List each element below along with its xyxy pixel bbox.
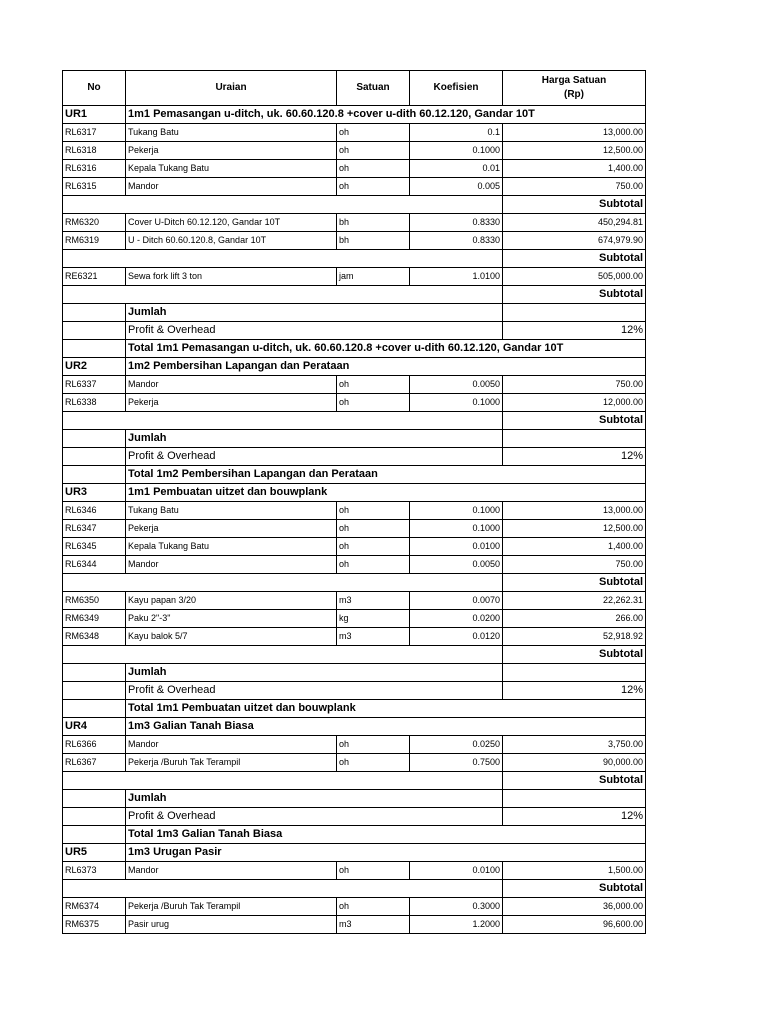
item-description: Kepala Tukang Batu — [126, 160, 337, 178]
item-unit: jam — [337, 268, 410, 286]
profit-code-cell — [63, 448, 126, 466]
table-row — [63, 520, 646, 538]
table-row — [63, 142, 646, 160]
item-code: RL6338 — [63, 394, 126, 412]
total-label: Total 1m3 Galian Tanah Biasa — [126, 826, 646, 844]
section-title: 1m1 Pemasangan u-ditch, uk. 60.60.120.8 +cover u-dith 60.12.120, Gandar 10T — [126, 106, 646, 124]
subtotal-spacer — [63, 880, 503, 898]
item-unit-price: 36,000.00 — [503, 898, 646, 916]
profit-overhead-label: Profit & Overhead — [126, 808, 503, 826]
item-unit-price: 13,000.00 — [503, 124, 646, 142]
header-row — [63, 71, 646, 106]
subtotal-row — [63, 286, 646, 304]
subtotal-label: Subtotal — [503, 772, 646, 790]
profit-code-cell — [63, 682, 126, 700]
header-harga-line1: Harga Satuan — [541, 75, 607, 86]
item-code: RL6315 — [63, 178, 126, 196]
item-unit: oh — [337, 124, 410, 142]
item-unit: oh — [337, 556, 410, 574]
profit-overhead-row — [63, 682, 646, 700]
header-harga-satuan — [503, 71, 646, 106]
item-description: Cover U-Ditch 60.12.120, Gandar 10T — [126, 214, 337, 232]
item-unit: oh — [337, 160, 410, 178]
item-code: RM6348 — [63, 628, 126, 646]
table-row — [63, 862, 646, 880]
item-unit-price: 3,750.00 — [503, 736, 646, 754]
item-code: RM6319 — [63, 232, 126, 250]
item-unit-price: 1,500.00 — [503, 862, 646, 880]
section-title: 1m3 Galian Tanah Biasa — [126, 718, 646, 736]
item-coefficient: 0.01 — [410, 160, 503, 178]
subtotal-row — [63, 412, 646, 430]
item-description: Mandor — [126, 736, 337, 754]
table-row — [63, 502, 646, 520]
table-row — [63, 268, 646, 286]
section-header-row — [63, 718, 646, 736]
item-coefficient: 0.8330 — [410, 214, 503, 232]
item-description: Pekerja — [126, 394, 337, 412]
subtotal-spacer — [63, 646, 503, 664]
item-unit: oh — [337, 394, 410, 412]
item-coefficient: 1.0100 — [410, 268, 503, 286]
item-unit-price: 1,400.00 — [503, 538, 646, 556]
item-unit-price: 96,600.00 — [503, 916, 646, 934]
item-code: RM6350 — [63, 592, 126, 610]
item-description: Kepala Tukang Batu — [126, 538, 337, 556]
item-unit-price: 90,000.00 — [503, 754, 646, 772]
total-label: Total 1m1 Pemasangan u-ditch, uk. 60.60.120.8 +cover u-dith 60.12.120, Gandar 10T — [126, 340, 646, 358]
profit-overhead-row — [63, 322, 646, 340]
table-row — [63, 898, 646, 916]
item-unit-price: 22,262.31 — [503, 592, 646, 610]
profit-overhead-percent: 12% — [503, 448, 646, 466]
item-unit: oh — [337, 862, 410, 880]
item-code: RL6347 — [63, 520, 126, 538]
item-description: Pekerja /Buruh Tak Terampil — [126, 898, 337, 916]
item-coefficient: 0.3000 — [410, 898, 503, 916]
item-description: Mandor — [126, 376, 337, 394]
item-description: Kayu papan 3/20 — [126, 592, 337, 610]
table-row — [63, 232, 646, 250]
item-unit: oh — [337, 538, 410, 556]
item-coefficient: 0.1000 — [410, 502, 503, 520]
total-label: Total 1m1 Pembuatan uitzet dan bouwplank — [126, 700, 646, 718]
analysis-sheet — [62, 70, 645, 934]
section-code: UR4 — [63, 718, 126, 736]
item-unit-price: 12,500.00 — [503, 142, 646, 160]
item-code: RL6366 — [63, 736, 126, 754]
item-description: Mandor — [126, 556, 337, 574]
item-code: RL6345 — [63, 538, 126, 556]
item-code: RL6344 — [63, 556, 126, 574]
item-unit-price: 674,979.90 — [503, 232, 646, 250]
section-header-row — [63, 484, 646, 502]
item-unit-price: 266.00 — [503, 610, 646, 628]
table-row — [63, 214, 646, 232]
table-row — [63, 538, 646, 556]
item-unit-price: 52,918.92 — [503, 628, 646, 646]
item-coefficient: 0.0120 — [410, 628, 503, 646]
total-code-cell — [63, 700, 126, 718]
profit-overhead-percent: 12% — [503, 322, 646, 340]
profit-code-cell — [63, 322, 126, 340]
profit-overhead-row — [63, 808, 646, 826]
item-coefficient: 0.0100 — [410, 538, 503, 556]
jumlah-label: Jumlah — [126, 664, 503, 682]
total-code-cell — [63, 340, 126, 358]
item-description: Mandor — [126, 178, 337, 196]
item-unit: bh — [337, 214, 410, 232]
profit-overhead-label: Profit & Overhead — [126, 682, 503, 700]
item-code: RL6318 — [63, 142, 126, 160]
item-coefficient: 0.1000 — [410, 520, 503, 538]
section-title: 1m1 Pembuatan uitzet dan bouwplank — [126, 484, 646, 502]
table-row — [63, 754, 646, 772]
subtotal-spacer — [63, 772, 503, 790]
item-coefficient: 0.0100 — [410, 862, 503, 880]
item-code: RM6374 — [63, 898, 126, 916]
table-row — [63, 610, 646, 628]
jumlah-row — [63, 430, 646, 448]
jumlah-value — [503, 304, 646, 322]
item-unit: oh — [337, 520, 410, 538]
subtotal-spacer — [63, 286, 503, 304]
section-title: 1m2 Pembersihan Lapangan dan Perataan — [126, 358, 646, 376]
item-description: Paku 2"-3" — [126, 610, 337, 628]
jumlah-label: Jumlah — [126, 304, 503, 322]
subtotal-label: Subtotal — [503, 646, 646, 664]
jumlah-label: Jumlah — [126, 430, 503, 448]
total-row — [63, 826, 646, 844]
item-unit-price: 750.00 — [503, 178, 646, 196]
table-row — [63, 160, 646, 178]
item-code: RM6320 — [63, 214, 126, 232]
profit-overhead-percent: 12% — [503, 682, 646, 700]
item-coefficient: 0.0200 — [410, 610, 503, 628]
table-row — [63, 556, 646, 574]
profit-overhead-label: Profit & Overhead — [126, 322, 503, 340]
profit-overhead-percent: 12% — [503, 808, 646, 826]
total-row — [63, 466, 646, 484]
item-unit-price: 13,000.00 — [503, 502, 646, 520]
total-row — [63, 700, 646, 718]
table-row — [63, 736, 646, 754]
jumlah-value — [503, 430, 646, 448]
subtotal-label: Subtotal — [503, 412, 646, 430]
item-unit: kg — [337, 610, 410, 628]
total-code-cell — [63, 466, 126, 484]
header-harga-line2: (Rp) — [564, 89, 584, 100]
subtotal-row — [63, 880, 646, 898]
item-unit: oh — [337, 142, 410, 160]
item-code: RL6367 — [63, 754, 126, 772]
jumlah-row — [63, 304, 646, 322]
item-unit-price: 750.00 — [503, 376, 646, 394]
item-code: RE6321 — [63, 268, 126, 286]
subtotal-label: Subtotal — [503, 250, 646, 268]
jumlah-value — [503, 790, 646, 808]
header-satuan: Satuan — [337, 71, 410, 106]
item-description: Pekerja /Buruh Tak Terampil — [126, 754, 337, 772]
item-description: Pekerja — [126, 142, 337, 160]
item-unit: bh — [337, 232, 410, 250]
item-coefficient: 0.1 — [410, 124, 503, 142]
profit-overhead-label: Profit & Overhead — [126, 448, 503, 466]
total-label: Total 1m2 Pembersihan Lapangan dan Perataan — [126, 466, 646, 484]
item-description: Tukang Batu — [126, 502, 337, 520]
item-code: RL6337 — [63, 376, 126, 394]
subtotal-spacer — [63, 412, 503, 430]
subtotal-label: Subtotal — [503, 574, 646, 592]
item-description: U - Ditch 60.60.120.8, Gandar 10T — [126, 232, 337, 250]
item-unit-price: 450,294.81 — [503, 214, 646, 232]
jumlah-code-cell — [63, 304, 126, 322]
item-description: Pekerja — [126, 520, 337, 538]
item-code: RM6375 — [63, 916, 126, 934]
section-header-row — [63, 106, 646, 124]
table-row — [63, 628, 646, 646]
section-code: UR1 — [63, 106, 126, 124]
header-uraian: Uraian — [126, 71, 337, 106]
item-unit-price: 505,000.00 — [503, 268, 646, 286]
item-unit-price: 750.00 — [503, 556, 646, 574]
item-unit: oh — [337, 736, 410, 754]
item-coefficient: 1.2000 — [410, 916, 503, 934]
item-unit: m3 — [337, 592, 410, 610]
item-description: Pasir urug — [126, 916, 337, 934]
jumlah-row — [63, 664, 646, 682]
profit-overhead-row — [63, 448, 646, 466]
item-code: RL6317 — [63, 124, 126, 142]
header-koefisien: Koefisien — [410, 71, 503, 106]
subtotal-label: Subtotal — [503, 286, 646, 304]
table-row — [63, 394, 646, 412]
item-coefficient: 0.8330 — [410, 232, 503, 250]
item-unit: m3 — [337, 628, 410, 646]
subtotal-row — [63, 646, 646, 664]
item-unit: oh — [337, 754, 410, 772]
item-coefficient: 0.0070 — [410, 592, 503, 610]
item-description: Tukang Batu — [126, 124, 337, 142]
subtotal-spacer — [63, 574, 503, 592]
item-unit: m3 — [337, 916, 410, 934]
item-unit-price: 1,400.00 — [503, 160, 646, 178]
item-code: RL6346 — [63, 502, 126, 520]
item-coefficient: 0.0050 — [410, 376, 503, 394]
section-header-row — [63, 844, 646, 862]
table-body — [63, 106, 646, 934]
header-no: No — [63, 71, 126, 106]
table-row — [63, 376, 646, 394]
item-unit-price: 12,000.00 — [503, 394, 646, 412]
section-code: UR2 — [63, 358, 126, 376]
item-unit-price: 12,500.00 — [503, 520, 646, 538]
item-coefficient: 0.0050 — [410, 556, 503, 574]
subtotal-label: Subtotal — [503, 196, 646, 214]
item-description: Sewa fork lift 3 ton — [126, 268, 337, 286]
subtotal-row — [63, 196, 646, 214]
item-unit: oh — [337, 502, 410, 520]
table-row — [63, 178, 646, 196]
subtotal-spacer — [63, 196, 503, 214]
subtotal-spacer — [63, 250, 503, 268]
jumlah-code-cell — [63, 790, 126, 808]
item-description: Mandor — [126, 862, 337, 880]
jumlah-code-cell — [63, 430, 126, 448]
item-coefficient: 0.1000 — [410, 394, 503, 412]
section-code: UR3 — [63, 484, 126, 502]
jumlah-code-cell — [63, 664, 126, 682]
section-title: 1m3 Urugan Pasir — [126, 844, 646, 862]
table-row — [63, 124, 646, 142]
item-unit: oh — [337, 898, 410, 916]
item-code: RL6316 — [63, 160, 126, 178]
item-code: RM6349 — [63, 610, 126, 628]
section-code: UR5 — [63, 844, 126, 862]
profit-code-cell — [63, 808, 126, 826]
item-coefficient: 0.005 — [410, 178, 503, 196]
item-coefficient: 0.0250 — [410, 736, 503, 754]
subtotal-row — [63, 250, 646, 268]
item-coefficient: 0.7500 — [410, 754, 503, 772]
item-unit: oh — [337, 376, 410, 394]
item-unit: oh — [337, 178, 410, 196]
item-description: Kayu balok 5/7 — [126, 628, 337, 646]
total-row — [63, 340, 646, 358]
jumlah-label: Jumlah — [126, 790, 503, 808]
jumlah-row — [63, 790, 646, 808]
section-header-row — [63, 358, 646, 376]
subtotal-row — [63, 772, 646, 790]
price-analysis-table — [62, 70, 646, 934]
total-code-cell — [63, 826, 126, 844]
item-code: RL6373 — [63, 862, 126, 880]
table-row — [63, 592, 646, 610]
table-row — [63, 916, 646, 934]
subtotal-row — [63, 574, 646, 592]
item-coefficient: 0.1000 — [410, 142, 503, 160]
jumlah-value — [503, 664, 646, 682]
subtotal-label: Subtotal — [503, 880, 646, 898]
